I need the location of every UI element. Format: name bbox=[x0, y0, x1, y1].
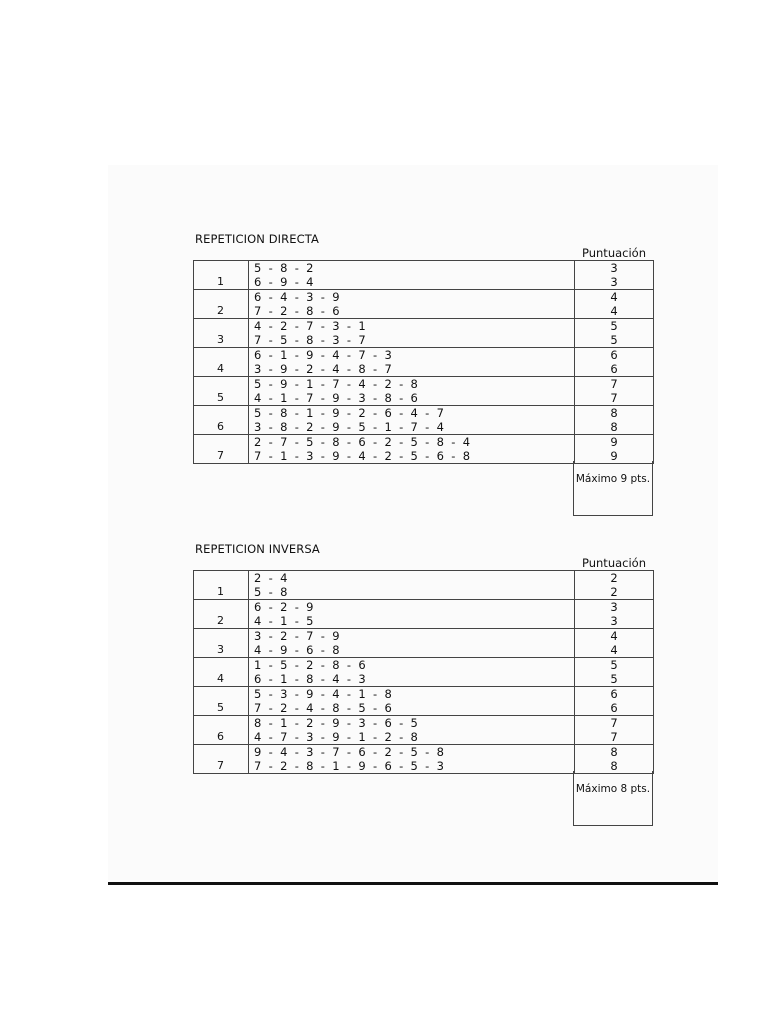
item-number-cell bbox=[194, 571, 249, 600]
table-row bbox=[194, 348, 654, 377]
score-cell bbox=[575, 745, 654, 774]
score-value: 3 bbox=[610, 261, 618, 275]
item-number: 4 bbox=[217, 672, 224, 685]
item-number-cell bbox=[194, 319, 249, 348]
table-row bbox=[194, 290, 654, 319]
table-row bbox=[194, 319, 654, 348]
table-row bbox=[194, 261, 654, 290]
item-number-cell bbox=[194, 290, 249, 319]
digit-sequence: 6 - 9 - 4 bbox=[254, 275, 314, 289]
digit-sequence: 4 - 2 - 7 - 3 - 1 bbox=[254, 319, 366, 333]
item-number: 1 bbox=[217, 585, 224, 598]
score-cell bbox=[575, 261, 654, 290]
sequence-cell bbox=[249, 290, 575, 319]
table-row bbox=[194, 716, 654, 745]
score-cell bbox=[575, 435, 654, 464]
score-value: 6 bbox=[610, 348, 618, 362]
item-number-cell bbox=[194, 261, 249, 290]
item-number-cell bbox=[194, 377, 249, 406]
sequence-cell bbox=[249, 319, 575, 348]
digit-sequence: 8 - 1 - 2 - 9 - 3 - 6 - 5 bbox=[254, 716, 418, 730]
digit-sequence: 7 - 2 - 8 - 6 bbox=[254, 304, 340, 318]
bottom-rule bbox=[108, 882, 718, 885]
sequence-cell bbox=[249, 377, 575, 406]
digit-sequence: 3 - 2 - 7 - 9 bbox=[254, 629, 340, 643]
digit-sequence: 4 - 7 - 3 - 9 - 1 - 2 - 8 bbox=[254, 730, 418, 744]
item-number-cell bbox=[194, 600, 249, 629]
score-cell bbox=[575, 658, 654, 687]
sequence-cell bbox=[249, 261, 575, 290]
score-value: 5 bbox=[610, 672, 618, 686]
digit-sequence: 6 - 1 - 9 - 4 - 7 - 3 bbox=[254, 348, 392, 362]
sequence-cell bbox=[249, 406, 575, 435]
section-title: REPETICION INVERSA bbox=[195, 542, 320, 556]
sequence-cell bbox=[249, 435, 575, 464]
digit-sequence: 3 - 9 - 2 - 4 - 8 - 7 bbox=[254, 362, 392, 376]
max-score-label: Máximo 9 pts. bbox=[575, 473, 651, 485]
sequence-cell bbox=[249, 716, 575, 745]
score-value: 3 bbox=[610, 600, 618, 614]
score-value: 5 bbox=[610, 333, 618, 347]
score-value: 6 bbox=[610, 362, 618, 376]
digit-sequence: 4 - 1 - 5 bbox=[254, 614, 314, 628]
table-row bbox=[194, 687, 654, 716]
score-cell bbox=[575, 406, 654, 435]
digit-sequence: 4 - 9 - 6 - 8 bbox=[254, 643, 340, 657]
score-value: 7 bbox=[610, 730, 618, 744]
table-row bbox=[194, 571, 654, 600]
score-value: 5 bbox=[610, 658, 618, 672]
sequence-cell bbox=[249, 571, 575, 600]
item-number: 6 bbox=[217, 730, 224, 743]
digit-sequence: 5 - 8 - 2 bbox=[254, 261, 314, 275]
score-value: 2 bbox=[610, 585, 618, 599]
score-cell bbox=[575, 348, 654, 377]
digit-sequence: 7 - 2 - 8 - 1 - 9 - 6 - 5 - 3 bbox=[254, 759, 444, 773]
score-value: 8 bbox=[610, 406, 618, 420]
digit-sequence: 5 - 8 bbox=[254, 585, 288, 599]
score-column-header: Puntuación bbox=[582, 246, 646, 260]
item-number: 2 bbox=[217, 304, 224, 317]
score-value: 6 bbox=[610, 687, 618, 701]
score-value: 2 bbox=[610, 571, 618, 585]
table-row bbox=[194, 658, 654, 687]
score-value: 8 bbox=[610, 745, 618, 759]
section-title: REPETICION DIRECTA bbox=[195, 232, 319, 246]
max-score-label: Máximo 8 pts. bbox=[575, 783, 651, 795]
score-cell bbox=[575, 687, 654, 716]
digit-sequence: 2 - 7 - 5 - 8 - 6 - 2 - 5 - 8 - 4 bbox=[254, 435, 471, 449]
item-number: 7 bbox=[217, 759, 224, 772]
score-value: 4 bbox=[610, 290, 618, 304]
score-value: 6 bbox=[610, 701, 618, 715]
score-value: 7 bbox=[610, 391, 618, 405]
sequence-cell bbox=[249, 658, 575, 687]
item-number-cell bbox=[194, 435, 249, 464]
item-number-cell bbox=[194, 716, 249, 745]
score-value: 9 bbox=[610, 435, 618, 449]
digit-sequence: 4 - 1 - 7 - 9 - 3 - 8 - 6 bbox=[254, 391, 418, 405]
item-number-cell bbox=[194, 629, 249, 658]
item-number: 1 bbox=[217, 275, 224, 288]
score-cell bbox=[575, 377, 654, 406]
item-number: 4 bbox=[217, 362, 224, 375]
item-number: 5 bbox=[217, 701, 224, 714]
digit-sequence: 5 - 9 - 1 - 7 - 4 - 2 - 8 bbox=[254, 377, 418, 391]
item-number-cell bbox=[194, 658, 249, 687]
sequence-cell bbox=[249, 687, 575, 716]
digit-sequence: 5 - 8 - 1 - 9 - 2 - 6 - 4 - 7 bbox=[254, 406, 444, 420]
score-cell bbox=[575, 600, 654, 629]
score-value: 3 bbox=[610, 275, 618, 289]
digit-sequence: 2 - 4 bbox=[254, 571, 288, 585]
score-value: 4 bbox=[610, 304, 618, 318]
max-score-box bbox=[573, 771, 653, 826]
digit-sequence: 5 - 3 - 9 - 4 - 1 - 8 bbox=[254, 687, 392, 701]
digit-sequence: 3 - 8 - 2 - 9 - 5 - 1 - 7 - 4 bbox=[254, 420, 444, 434]
inverse-repetition-table bbox=[193, 570, 654, 774]
score-value: 8 bbox=[610, 759, 618, 773]
digit-sequence: 6 - 2 - 9 bbox=[254, 600, 314, 614]
item-number-cell bbox=[194, 348, 249, 377]
digit-sequence: 6 - 4 - 3 - 9 bbox=[254, 290, 340, 304]
sequence-cell bbox=[249, 629, 575, 658]
score-cell bbox=[575, 319, 654, 348]
table-row bbox=[194, 745, 654, 774]
table-row bbox=[194, 435, 654, 464]
item-number: 3 bbox=[217, 333, 224, 346]
table-row bbox=[194, 377, 654, 406]
table-row bbox=[194, 629, 654, 658]
table-row bbox=[194, 600, 654, 629]
sequence-cell bbox=[249, 348, 575, 377]
score-value: 8 bbox=[610, 420, 618, 434]
digit-sequence: 6 - 1 - 8 - 4 - 3 bbox=[254, 672, 366, 686]
digit-sequence: 7 - 1 - 3 - 9 - 4 - 2 - 5 - 6 - 8 bbox=[254, 449, 471, 463]
item-number: 6 bbox=[217, 420, 224, 433]
digit-sequence: 7 - 2 - 4 - 8 - 5 - 6 bbox=[254, 701, 392, 715]
score-value: 9 bbox=[610, 449, 618, 463]
direct-repetition-table bbox=[193, 260, 654, 464]
item-number-cell bbox=[194, 406, 249, 435]
digit-sequence: 1 - 5 - 2 - 8 - 6 bbox=[254, 658, 366, 672]
item-number: 2 bbox=[217, 614, 224, 627]
score-value: 3 bbox=[610, 614, 618, 628]
item-number-cell bbox=[194, 745, 249, 774]
score-value: 7 bbox=[610, 716, 618, 730]
digit-sequence: 9 - 4 - 3 - 7 - 6 - 2 - 5 - 8 bbox=[254, 745, 444, 759]
item-number: 5 bbox=[217, 391, 224, 404]
item-number-cell bbox=[194, 687, 249, 716]
score-value: 4 bbox=[610, 643, 618, 657]
score-column-header: Puntuación bbox=[582, 556, 646, 570]
score-value: 4 bbox=[610, 629, 618, 643]
score-cell bbox=[575, 290, 654, 319]
max-score-box bbox=[573, 461, 653, 516]
digit-sequence: 7 - 5 - 8 - 3 - 7 bbox=[254, 333, 366, 347]
score-value: 5 bbox=[610, 319, 618, 333]
score-cell bbox=[575, 571, 654, 600]
sequence-cell bbox=[249, 745, 575, 774]
score-value: 7 bbox=[610, 377, 618, 391]
item-number: 7 bbox=[217, 449, 224, 462]
score-cell bbox=[575, 629, 654, 658]
score-cell bbox=[575, 716, 654, 745]
item-number: 3 bbox=[217, 643, 224, 656]
table-row bbox=[194, 406, 654, 435]
sequence-cell bbox=[249, 600, 575, 629]
